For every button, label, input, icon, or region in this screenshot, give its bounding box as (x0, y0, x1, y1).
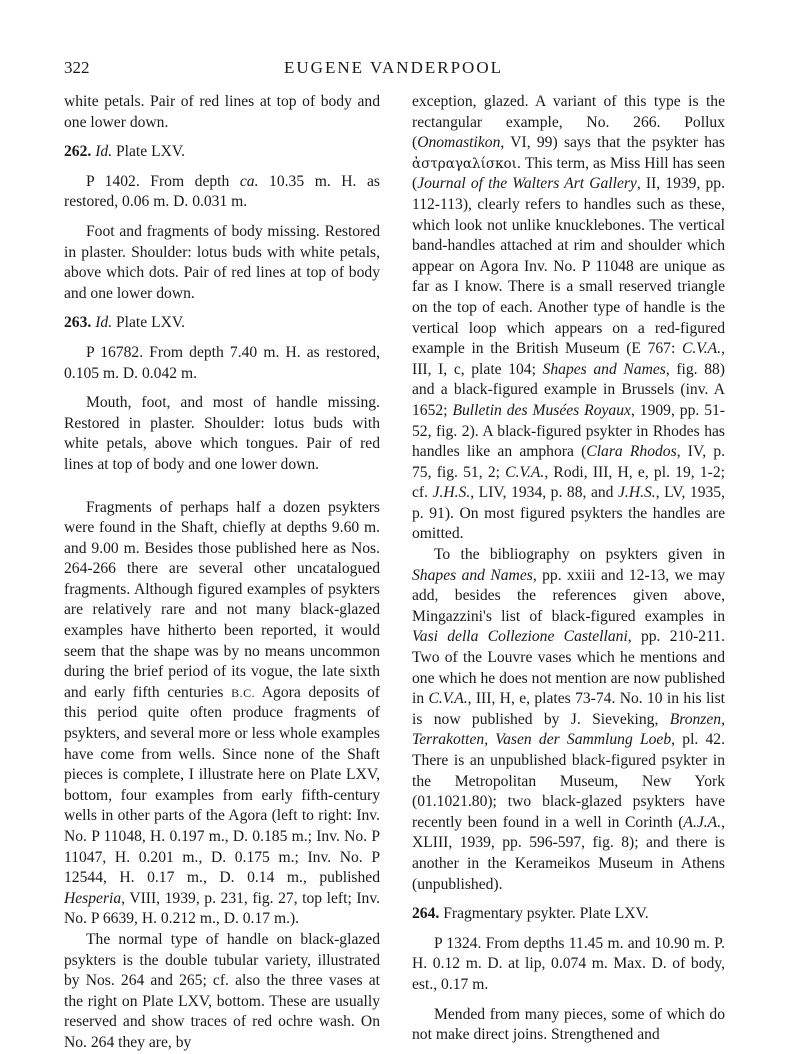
page-number: 322 (64, 58, 90, 77)
text-italic: Clara Rhodos (586, 443, 677, 461)
text-smallcaps: B.C. (231, 685, 256, 700)
text-run: , LIV, 1934, p. 88, and (470, 484, 618, 502)
text-run: , III, I, c, plate 104; (412, 340, 725, 378)
text-italic: A.J.A. (683, 813, 722, 831)
page-header (64, 58, 723, 84)
entry-title: Fragmentary psykter. Plate LXV. (443, 905, 649, 923)
text-italic: Onomastikon (417, 134, 501, 152)
text-italic: ca. (239, 172, 259, 190)
text-italic: C.V.A. (681, 340, 722, 358)
text-italic: Bulletin des Musées Royaux (452, 401, 631, 419)
entry-264-description: Mended from many pieces, some of which do not make direct joins. Strengthened and (412, 1005, 725, 1044)
text-run: , pp. xxiii and 12-13, we may add, besides the references given above, Mingazzini's list of black-figured examples in (412, 566, 725, 625)
text-italic: C.V.A. (505, 463, 545, 481)
entry-263-description: Mouth, foot, and most of handle missing. Restored in plaster. Shoulder: lotus buds with white petals, above which tongues. Pair of red lines at top of body and one lower down. (64, 394, 380, 473)
entry-263-heading (64, 313, 380, 334)
text-run: Agora deposits of this period quite often produce fragments of psykters, and several more or less whole examples have come from wells. Since none of the Shaft pieces is complete, I illustrate here on Plate LXV, bottom, four examples from early fifth-century wells in other parts of the Agora (left to right: Inv. No. P 11048, H. 0.197 m., D. 0.185 m.; Inv. No. P 11047, H. 0.201 m., D. 0.175 m.; Inv. No. P 12544, H. 0.17 m., D. 0.14 m., published (64, 683, 380, 887)
text-run: , II, 1939, pp. 112-113), clearly refers to handles such as these, which look not unlike knucklebones. The vertical band-handles attached at rim and shoulder which appear on Agora Inv. No. P 11048 are unique as far as I know. There is a small reserved triangle on the top of each. Another type of handle is the vertical loop which appears on a red-figured example in the British Museum (E 767: (412, 175, 725, 358)
text-run: , LV, 1935, p. 91). On most figured psykters the handles are omitted. (412, 484, 725, 543)
text-italic: Journal of the Walters Art Gallery (417, 175, 637, 193)
body-paragraph-1 (64, 498, 380, 930)
text-run: , fig. 88) and a black-figured example in Brussels (inv. A 1652; (412, 360, 725, 419)
right-column (412, 92, 725, 1046)
entry-id: Id. (95, 314, 113, 332)
text-italic: Hesperia (64, 889, 122, 907)
text-run: , pl. 42. There is an unpublished black-figured psykter in the Metropolitan Museum, New York (01.1021.80); two black-glazed psykters have recently been found in a well in Corinth ( (412, 731, 726, 831)
text-italic: J.H.S. (432, 484, 471, 502)
text-run: . This term, as Miss Hill has seen ( (412, 154, 725, 193)
continued-paragraph: white petals. Pair of red lines at top of body and one lower down. (64, 93, 380, 131)
text-run: P 1402. From depth (86, 172, 240, 190)
text-run: , pp. 210-211. Two of the Louvre vases which he mentions and one which he does not mention are now published in (412, 628, 725, 708)
entry-number: 263. (64, 314, 92, 332)
text-run: , VI, 99) says that the psykter has (500, 134, 725, 152)
body-paragraph-2: The normal type of handle on black-glazed psykters is the double tubular variety, illustrated by Nos. 264 and 265; cf. also the three vases at the right on Plate LXV, bottom. These are usually reserved and show traces of red ochre wash. On No. 264 they are, by (64, 930, 380, 1051)
text-run: Fragments of perhaps half a dozen psykters were found in the Shaft, chiefly at depths 9.60 m. and 9.00 m. Besides those published here as Nos. 264-266 there are several other uncatalogued fragments. Although figured examples of psykters are relatively rare and not many black-glazed examples have hitherto been reported, it would seem that the shape was by no means uncommon during the brief period of its vogue, the late sixth and early fifth centuries (64, 498, 380, 701)
text-run: , VIII, 1939, p. 231, fig. 27, top left; Inv. No. P 6639, H. 0.212 m., D. 0.17 m.). (64, 889, 380, 928)
body-paragraph-4 (412, 545, 725, 895)
entry-plate: Plate LXV. (116, 314, 186, 332)
text-run: 10.35 m. H. as restored, 0.06 m. D. 0.031 m. (64, 172, 380, 211)
entry-264-details: P 1324. From depths 11.45 m. and 10.90 m. P. H. 0.12 m. D. at lip, 0.074 m. Max. D. of body, est., 0.17 m. (412, 934, 725, 993)
body-paragraph-3 (412, 92, 725, 545)
entry-plate: Plate LXV. (116, 143, 186, 161)
text-italic: C.V.A. (428, 690, 468, 708)
entry-263-details: P 16782. From depth 7.40 m. H. as restored, 0.105 m. D. 0.042 m. (64, 343, 380, 382)
text-run: , XLIII, 1939, pp. 596-597, fig. 8); and there is another in the Kerameikos Museum in Athens (unpublished). (412, 813, 725, 893)
text-italic: Shapes and Names (412, 566, 533, 584)
text-run: , III, H, e, plates 73-74. No. 10 in his list is now published by J. Sieveking, (412, 690, 726, 728)
running-head: EUGENE VANDERPOOL (284, 58, 503, 77)
text-italic: J.H.S. (618, 484, 656, 502)
greek-term: ἀστραγαλίσκοι (412, 155, 517, 172)
text-run: , Rodi, III, H, e, pl. 19, 1-2; cf. (412, 463, 725, 502)
text-run: To the bibliography on psykters given in (434, 546, 725, 564)
entry-262-description: Foot and fragments of body missing. Restored in plaster. Shoulder: lotus buds with white petals, above which dots. Pair of red lines at top of body and one lower down. (64, 222, 380, 302)
text-italic: Vasi della Collezione Castellani (412, 628, 628, 646)
entry-262-heading (64, 142, 380, 163)
entry-number: 264. (412, 905, 440, 923)
entry-264-heading (412, 904, 725, 925)
entry-262-details (64, 172, 380, 213)
text-run: , IV, p. 75, fig. 51, 2; (412, 443, 726, 481)
text-italic: Shapes and Names (542, 360, 666, 378)
text-italic: Bronzen, Terrakotten, Vasen der Sammlung Loeb (412, 710, 725, 749)
entry-number: 262. (64, 143, 92, 161)
text-run: , 1909, pp. 51-52, fig. 2). A black-figured psykter in Rhodes has handles like an amphora ( (412, 401, 725, 461)
text-run: exception, glazed. A variant of this type is the rectangular example, No. 266. Pollux ( (412, 93, 725, 152)
left-column (64, 92, 380, 1054)
entry-id: Id. (95, 143, 113, 161)
